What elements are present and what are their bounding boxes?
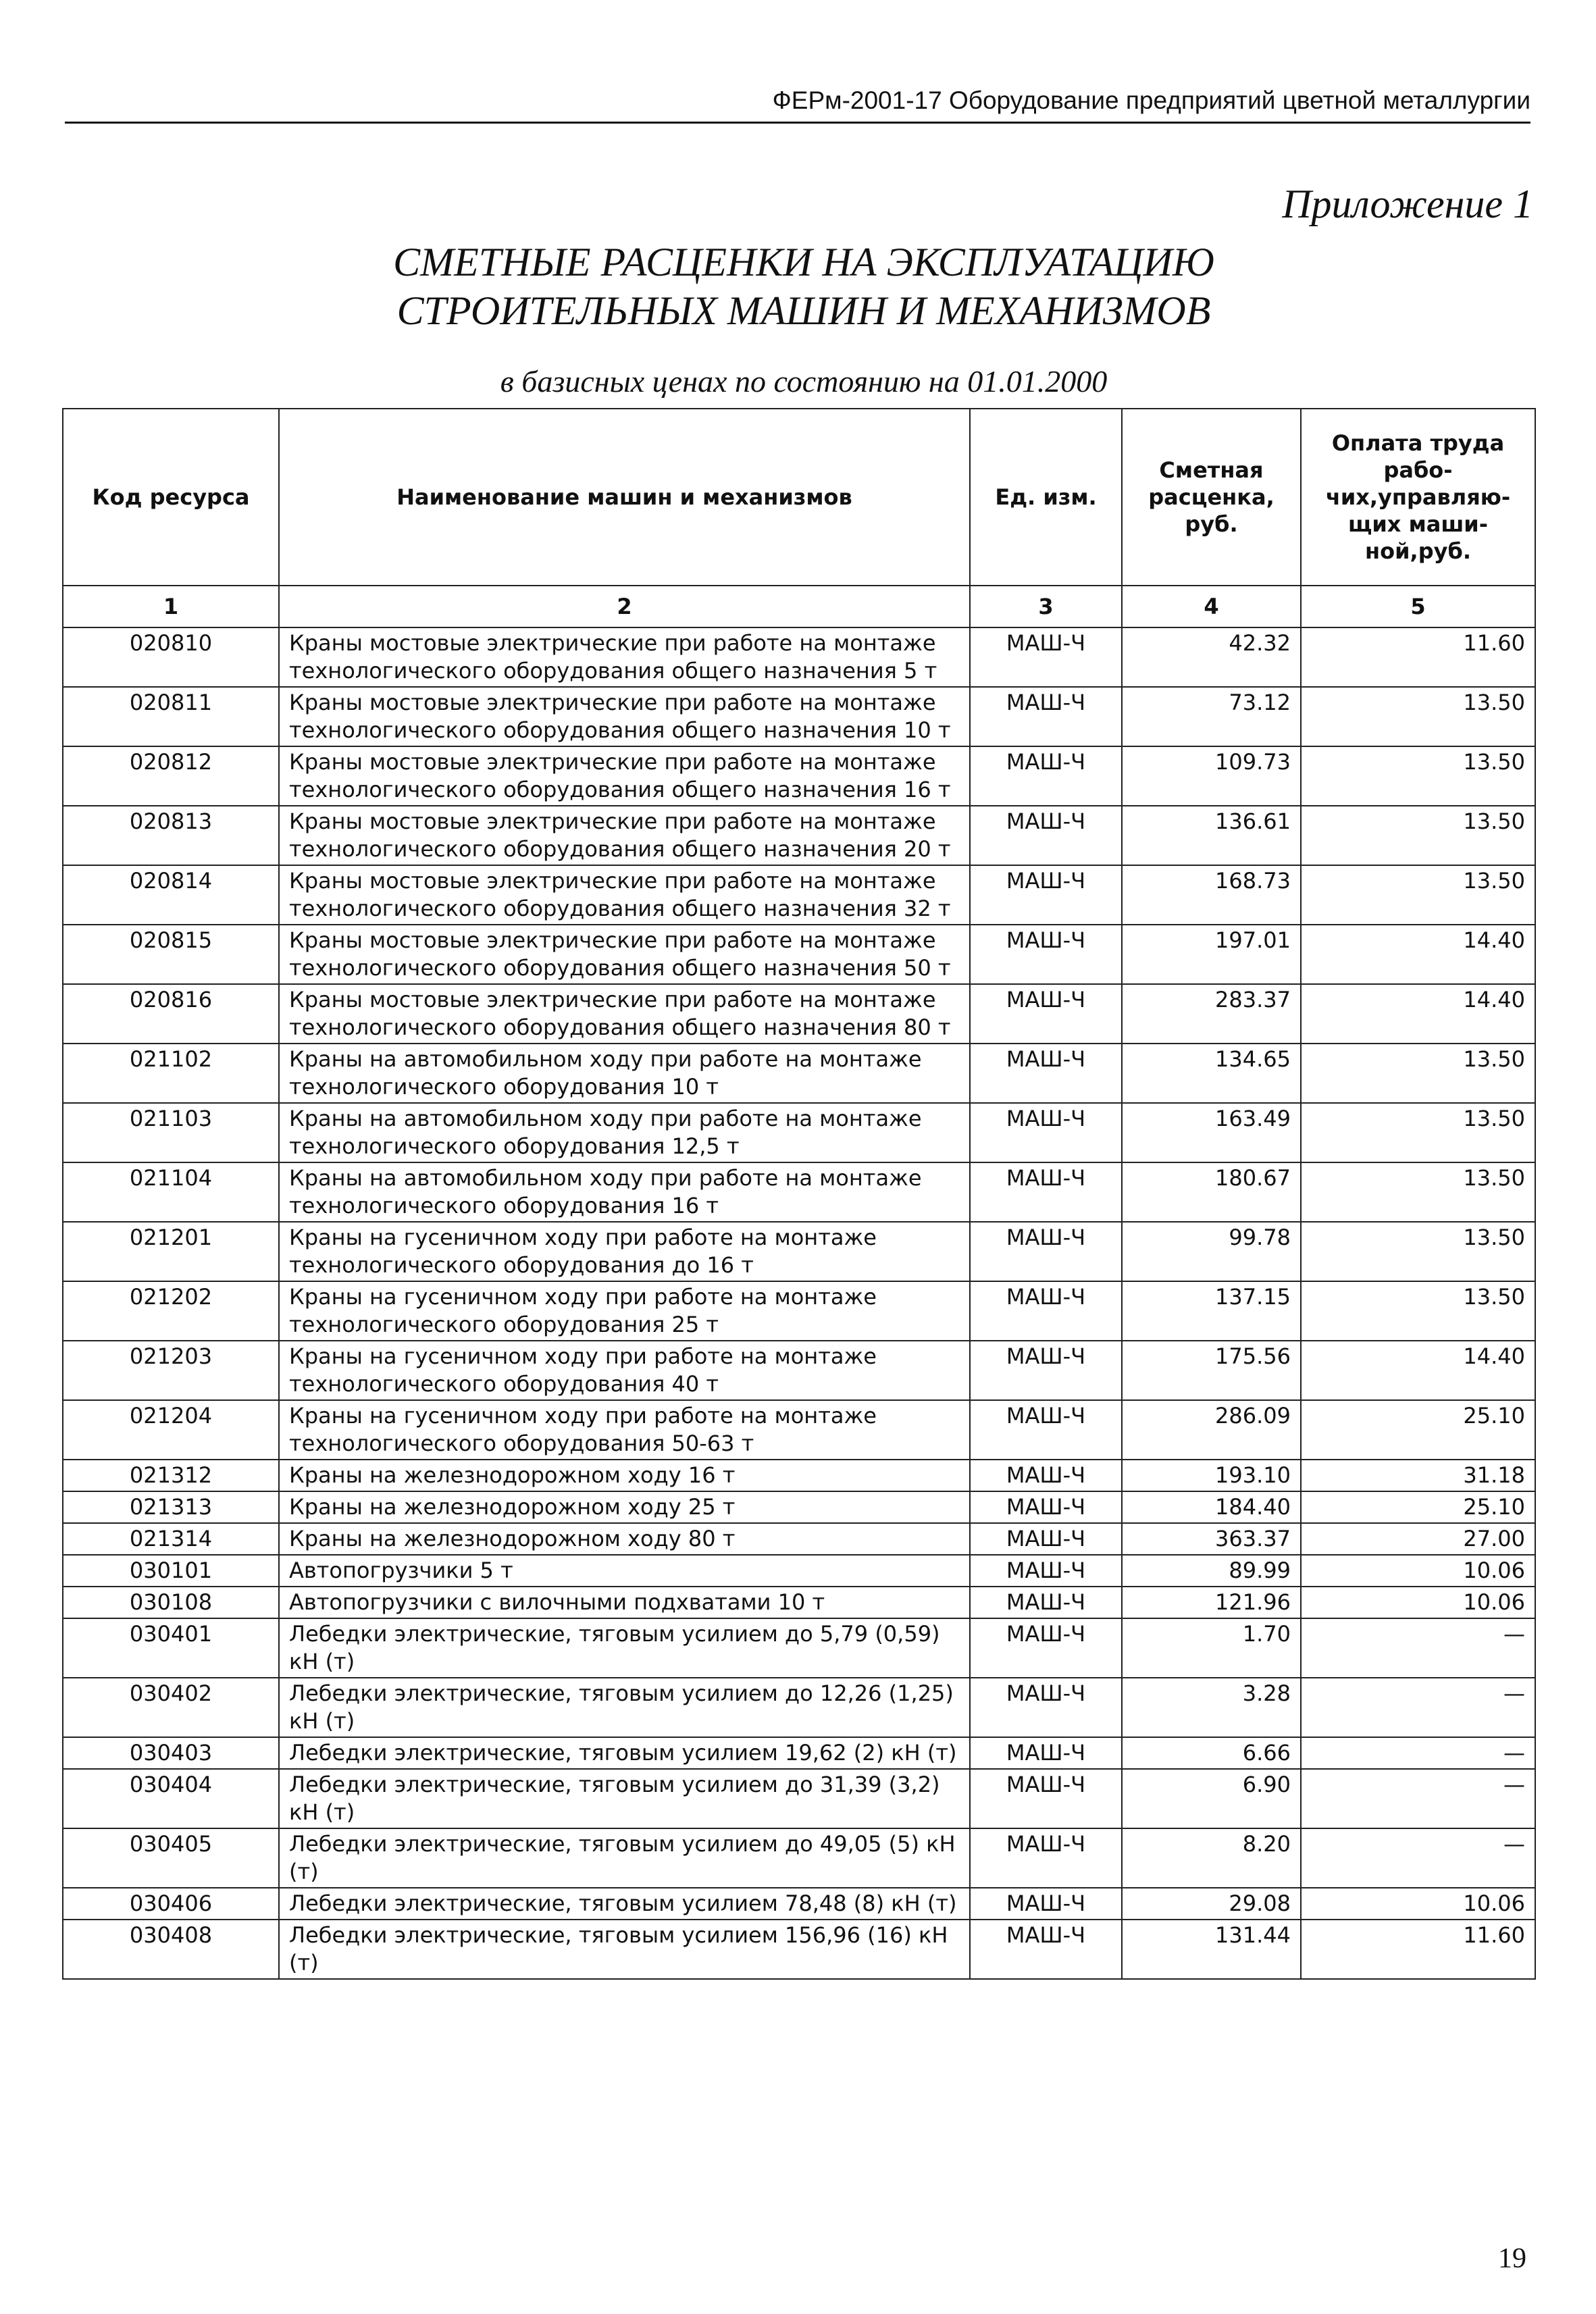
cell-name: Лебедки электрические, тяговым усилием до 49,05 (5) кН (т) (279, 1828, 970, 1888)
cell-unit: МАШ-Ч (970, 1523, 1122, 1555)
cell-price: 137.15 (1122, 1281, 1301, 1341)
cell-code: 030404 (63, 1769, 279, 1828)
cell-name: Краны мостовые электрические при работе на монтаже технологического оборудования общего назначения 80 т (279, 984, 970, 1044)
cell-name: Краны на автомобильном ходу при работе на монтаже технологического оборудования 10 т (279, 1044, 970, 1103)
cell-code: 020814 (63, 865, 279, 925)
cell-name: Лебедки электрические, тяговым усилием до 31,39 (3,2) кН (т) (279, 1769, 970, 1828)
table-row (63, 1162, 1535, 1222)
cell-code: 030101 (63, 1555, 279, 1587)
table-row (63, 1678, 1535, 1737)
cell-wage: 10.06 (1301, 1587, 1535, 1618)
cell-wage: — (1301, 1769, 1535, 1828)
cell-unit: МАШ-Ч (970, 1400, 1122, 1460)
cell-wage: 14.40 (1301, 984, 1535, 1044)
cell-price: 197.01 (1122, 925, 1301, 984)
cell-name: Краны на автомобильном ходу при работе на монтаже технологического оборудования 12,5 т (279, 1103, 970, 1162)
cell-wage: 25.10 (1301, 1400, 1535, 1460)
header-price: Сметная расценка, руб. (1122, 409, 1301, 586)
cell-price: 29.08 (1122, 1888, 1301, 1920)
cell-code: 030406 (63, 1888, 279, 1920)
table-row (63, 1769, 1535, 1828)
cell-unit: МАШ-Ч (970, 1044, 1122, 1103)
table-row (63, 1828, 1535, 1888)
header-name: Наименование машин и механизмов (279, 409, 970, 586)
cell-name: Краны на гусеничном ходу при работе на монтаже технологического оборудования 50-63 т (279, 1400, 970, 1460)
cell-code: 021314 (63, 1523, 279, 1555)
cell-price: 163.49 (1122, 1103, 1301, 1162)
cell-wage: 13.50 (1301, 1281, 1535, 1341)
cell-name: Краны мостовые электрические при работе на монтаже технологического оборудования общего назначения 16 т (279, 746, 970, 806)
table-row (63, 687, 1535, 746)
table-header-row (63, 409, 1535, 586)
cell-code: 021204 (63, 1400, 279, 1460)
cell-code: 021313 (63, 1491, 279, 1523)
cell-unit: МАШ-Ч (970, 1460, 1122, 1491)
cell-price: 134.65 (1122, 1044, 1301, 1103)
cell-code: 021201 (63, 1222, 279, 1281)
cell-name: Краны на гусеничном ходу при работе на монтаже технологического оборудования до 16 т (279, 1222, 970, 1281)
cell-unit: МАШ-Ч (970, 1828, 1122, 1888)
cell-code: 020812 (63, 746, 279, 806)
cell-wage: 13.50 (1301, 806, 1535, 865)
cell-code: 021203 (63, 1341, 279, 1400)
cell-code: 020813 (63, 806, 279, 865)
cell-code: 021104 (63, 1162, 279, 1222)
table-row (63, 1103, 1535, 1162)
cell-price: 168.73 (1122, 865, 1301, 925)
cell-wage: 14.40 (1301, 1341, 1535, 1400)
cell-wage: — (1301, 1678, 1535, 1737)
cell-code: 020810 (63, 627, 279, 687)
cell-name: Краны на железнодорожном ходу 25 т (279, 1491, 970, 1523)
cell-wage: 11.60 (1301, 627, 1535, 687)
cell-price: 131.44 (1122, 1920, 1301, 1979)
cell-wage: 13.50 (1301, 746, 1535, 806)
table-row (63, 746, 1535, 806)
cell-price: 99.78 (1122, 1222, 1301, 1281)
cell-wage: 13.50 (1301, 1222, 1535, 1281)
cell-wage: 13.50 (1301, 1162, 1535, 1222)
cell-unit: МАШ-Ч (970, 1920, 1122, 1979)
cell-unit: МАШ-Ч (970, 1587, 1122, 1618)
table-row (63, 1044, 1535, 1103)
cell-wage: 13.50 (1301, 865, 1535, 925)
page-title (203, 238, 1405, 335)
column-number: 4 (1122, 586, 1301, 627)
cell-wage: 31.18 (1301, 1460, 1535, 1491)
cell-unit: МАШ-Ч (970, 1678, 1122, 1737)
cell-code: 030405 (63, 1828, 279, 1888)
table-row (63, 1523, 1535, 1555)
cell-price: 180.67 (1122, 1162, 1301, 1222)
cell-name: Краны мостовые электрические при работе на монтаже технологического оборудования общего назначения 10 т (279, 687, 970, 746)
cell-code: 020816 (63, 984, 279, 1044)
cell-unit: МАШ-Ч (970, 627, 1122, 687)
cell-name: Краны на железнодорожном ходу 80 т (279, 1523, 970, 1555)
cell-price: 6.90 (1122, 1769, 1301, 1828)
cell-name: Краны на железнодорожном ходу 16 т (279, 1460, 970, 1491)
cell-code: 021202 (63, 1281, 279, 1341)
cell-price: 136.61 (1122, 806, 1301, 865)
cell-code: 030403 (63, 1737, 279, 1769)
table-row (63, 865, 1535, 925)
cell-price: 6.66 (1122, 1737, 1301, 1769)
cell-price: 175.56 (1122, 1341, 1301, 1400)
cell-wage: 13.50 (1301, 1044, 1535, 1103)
cell-price: 8.20 (1122, 1828, 1301, 1888)
cell-name: Лебедки электрические, тяговым усилием 78,48 (8) кН (т) (279, 1888, 970, 1920)
cell-unit: МАШ-Ч (970, 984, 1122, 1044)
cell-unit: МАШ-Ч (970, 1162, 1122, 1222)
cell-unit: МАШ-Ч (970, 1769, 1122, 1828)
table-row (63, 1222, 1535, 1281)
header-wage: Оплата труда рабо-чих,управляю-щих маши-ной,руб. (1301, 409, 1535, 586)
cell-name: Лебедки электрические, тяговым усилием 156,96 (16) кН (т) (279, 1920, 970, 1979)
table-row (63, 1341, 1535, 1400)
cell-unit: МАШ-Ч (970, 1888, 1122, 1920)
table-row (63, 984, 1535, 1044)
cell-code: 021102 (63, 1044, 279, 1103)
column-number: 2 (279, 586, 970, 627)
cell-wage: — (1301, 1737, 1535, 1769)
cell-price: 42.32 (1122, 627, 1301, 687)
cell-unit: МАШ-Ч (970, 806, 1122, 865)
appendix-label: Приложение 1 (1282, 182, 1533, 226)
cell-wage: 14.40 (1301, 925, 1535, 984)
cell-name: Краны мостовые электрические при работе на монтаже технологического оборудования общего назначения 5 т (279, 627, 970, 687)
cell-unit: МАШ-Ч (970, 746, 1122, 806)
cell-price: 121.96 (1122, 1587, 1301, 1618)
cell-unit: МАШ-Ч (970, 925, 1122, 984)
cell-unit: МАШ-Ч (970, 1103, 1122, 1162)
cell-name: Краны мостовые электрические при работе на монтаже технологического оборудования общего назначения 32 т (279, 865, 970, 925)
cell-wage: 13.50 (1301, 687, 1535, 746)
table-row (63, 1491, 1535, 1523)
cell-name: Лебедки электрические, тяговым усилием 19,62 (2) кН (т) (279, 1737, 970, 1769)
table-row (63, 1888, 1535, 1920)
cell-price: 193.10 (1122, 1460, 1301, 1491)
table-row (63, 1400, 1535, 1460)
cell-unit: МАШ-Ч (970, 687, 1122, 746)
cell-name: Автопогрузчики 5 т (279, 1555, 970, 1587)
table-row (63, 806, 1535, 865)
cell-name: Краны на автомобильном ходу при работе на монтаже технологического оборудования 16 т (279, 1162, 970, 1222)
column-number: 1 (63, 586, 279, 627)
cell-wage: 25.10 (1301, 1491, 1535, 1523)
table-row (63, 1920, 1535, 1979)
cell-price: 73.12 (1122, 687, 1301, 746)
cell-wage: 10.06 (1301, 1888, 1535, 1920)
table-row (63, 1555, 1535, 1587)
cell-unit: МАШ-Ч (970, 1222, 1122, 1281)
column-number: 5 (1301, 586, 1535, 627)
cell-price: 286.09 (1122, 1400, 1301, 1460)
cell-wage: 11.60 (1301, 1920, 1535, 1979)
cell-wage: — (1301, 1828, 1535, 1888)
cell-code: 021312 (63, 1460, 279, 1491)
cell-wage: 10.06 (1301, 1555, 1535, 1587)
table-row (63, 1587, 1535, 1618)
table-row (63, 627, 1535, 687)
cell-price: 363.37 (1122, 1523, 1301, 1555)
table-row (63, 925, 1535, 984)
cell-unit: МАШ-Ч (970, 1491, 1122, 1523)
cell-unit: МАШ-Ч (970, 1737, 1122, 1769)
cell-code: 030402 (63, 1678, 279, 1737)
cell-wage: 13.50 (1301, 1103, 1535, 1162)
header-unit: Ед. изм. (970, 409, 1122, 586)
cell-name: Автопогрузчики с вилочными подхватами 10 т (279, 1587, 970, 1618)
cell-price: 283.37 (1122, 984, 1301, 1044)
cell-price: 184.40 (1122, 1491, 1301, 1523)
table-body (63, 627, 1535, 1979)
cell-code: 021103 (63, 1103, 279, 1162)
table-row (63, 1281, 1535, 1341)
running-header: ФЕРм-2001-17 Оборудование предприятий цветной металлургии (65, 86, 1530, 124)
column-number: 3 (970, 586, 1122, 627)
cell-code: 030108 (63, 1587, 279, 1618)
cell-code: 030408 (63, 1920, 279, 1979)
table-row (63, 1618, 1535, 1678)
cell-name: Лебедки электрические, тяговым усилием до 12,26 (1,25) кН (т) (279, 1678, 970, 1737)
cell-price: 1.70 (1122, 1618, 1301, 1678)
cell-name: Краны мостовые электрические при работе на монтаже технологического оборудования общего назначения 20 т (279, 806, 970, 865)
cell-name: Краны на гусеничном ходу при работе на монтаже технологического оборудования 40 т (279, 1341, 970, 1400)
cell-name: Краны мостовые электрические при работе на монтаже технологического оборудования общего назначения 50 т (279, 925, 970, 984)
cell-wage: — (1301, 1618, 1535, 1678)
cell-price: 109.73 (1122, 746, 1301, 806)
header-code: Код ресурса (63, 409, 279, 586)
column-number-row (63, 586, 1535, 627)
cell-unit: МАШ-Ч (970, 1341, 1122, 1400)
rates-table (62, 408, 1536, 1980)
cell-price: 3.28 (1122, 1678, 1301, 1737)
cell-name: Лебедки электрические, тяговым усилием до 5,79 (0,59) кН (т) (279, 1618, 970, 1678)
cell-code: 030401 (63, 1618, 279, 1678)
cell-wage: 27.00 (1301, 1523, 1535, 1555)
cell-unit: МАШ-Ч (970, 1618, 1122, 1678)
cell-unit: МАШ-Ч (970, 865, 1122, 925)
title-line-2: СТРОИТЕЛЬНЫХ МАШИН И МЕХАНИЗМОВ (396, 288, 1211, 333)
cell-name: Краны на гусеничном ходу при работе на монтаже технологического оборудования 25 т (279, 1281, 970, 1341)
cell-price: 89.99 (1122, 1555, 1301, 1587)
cell-code: 020815 (63, 925, 279, 984)
cell-unit: МАШ-Ч (970, 1555, 1122, 1587)
page-number: 19 (1498, 2243, 1526, 2274)
title-line-1: СМЕТНЫЕ РАСЦЕНКИ НА ЭКСПЛУАТАЦИЮ (393, 240, 1214, 284)
table-row (63, 1737, 1535, 1769)
cell-code: 020811 (63, 687, 279, 746)
subtitle: в базисных ценах по состоянию на 01.01.2000 (500, 364, 1108, 398)
cell-unit: МАШ-Ч (970, 1281, 1122, 1341)
table-row (63, 1460, 1535, 1491)
